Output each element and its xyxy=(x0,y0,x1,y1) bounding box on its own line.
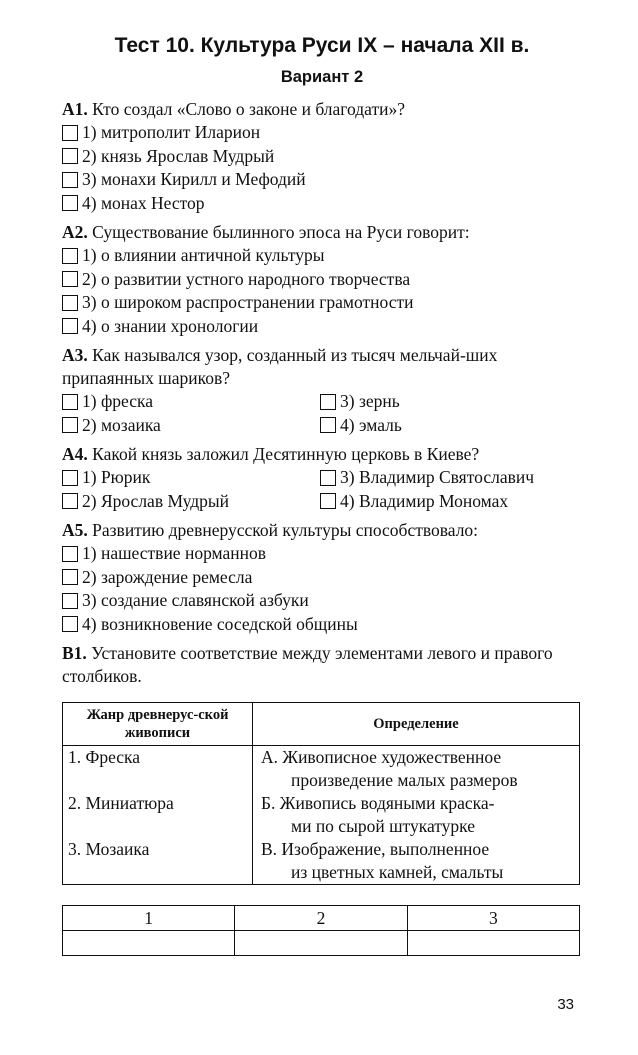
definition-line: В. Изображение, выполненное xyxy=(261,839,490,859)
definition-line: А. Живописное художественное xyxy=(261,747,502,767)
option-a4-3[interactable] xyxy=(320,466,582,490)
option-a3-4[interactable] xyxy=(320,414,582,438)
answer-header-3: 3 xyxy=(407,906,579,931)
option-a4-2[interactable] xyxy=(62,490,320,514)
answer-table xyxy=(62,905,580,956)
question-text: Как назывался узор, созданный из тысяч мельчай-ших припаянных шариков? xyxy=(62,345,498,388)
option-label: 3) о широком распространении грамотности xyxy=(82,292,414,312)
genre-cell: 1. Фреска xyxy=(63,746,253,793)
question-text: Установите соответствие между элементами левого и правого столбиков. xyxy=(62,643,553,686)
checkbox[interactable] xyxy=(62,593,78,609)
option-label: 2) мозаика xyxy=(82,414,161,435)
checkbox[interactable] xyxy=(62,148,78,164)
question-number: А2. xyxy=(62,222,88,242)
question-number: В1. xyxy=(62,643,87,663)
right-column-header: Определение xyxy=(253,703,580,746)
definition-line: ми по сырой штукатурке xyxy=(291,816,476,836)
checkbox[interactable] xyxy=(62,271,78,287)
option-a4-1[interactable] xyxy=(62,466,320,490)
genre-cell: 3. Мозаика xyxy=(63,838,253,885)
page-title: Тест 10. Культура Руси IX – начала XII в. xyxy=(114,34,530,57)
answer-cell-3[interactable] xyxy=(407,931,579,956)
option-a1-1[interactable] xyxy=(62,121,582,145)
checkbox[interactable] xyxy=(62,493,78,509)
left-column-header: Жанр древнерус-ской живописи xyxy=(63,703,253,746)
table-row xyxy=(63,792,580,838)
variant-label: Вариант 2 xyxy=(280,68,364,86)
question-number: А4. xyxy=(62,444,88,464)
option-label: 1) митрополит Иларион xyxy=(82,122,261,142)
question-a1 xyxy=(62,98,582,121)
option-a3-3[interactable] xyxy=(320,390,582,414)
options-grid-a3 xyxy=(62,390,582,437)
checkbox[interactable] xyxy=(62,318,78,334)
option-label: 1) фреска xyxy=(82,391,154,411)
checkbox[interactable] xyxy=(320,394,336,410)
checkbox[interactable] xyxy=(62,546,78,562)
option-a2-3[interactable] xyxy=(62,291,582,315)
question-number: А1. xyxy=(62,99,88,119)
option-label: 2) о развитии устного народного творчества xyxy=(82,268,411,289)
checkbox[interactable] xyxy=(62,417,78,433)
checkbox[interactable] xyxy=(62,125,78,141)
options-grid-a4 xyxy=(62,466,582,513)
checkbox[interactable] xyxy=(62,295,78,311)
question-a5 xyxy=(62,519,582,542)
matching-table-header xyxy=(63,703,580,746)
checkbox[interactable] xyxy=(320,417,336,433)
option-a2-2[interactable] xyxy=(62,268,582,292)
question-a3 xyxy=(62,344,582,390)
definition-line: произведение малых размеров xyxy=(291,770,518,790)
question-b1 xyxy=(62,642,582,688)
option-a5-4[interactable] xyxy=(62,613,582,637)
matching-table xyxy=(62,702,580,885)
option-a2-1[interactable] xyxy=(62,244,582,268)
checkbox[interactable] xyxy=(320,493,336,509)
option-label: 4) возникновение соседской общины xyxy=(82,613,358,634)
page-number: 33 xyxy=(557,996,574,1013)
question-number: А3. xyxy=(62,345,88,365)
answer-cell-2[interactable] xyxy=(235,931,407,956)
option-label: 4) монах Нестор xyxy=(82,192,205,213)
checkbox[interactable] xyxy=(62,172,78,188)
definition-cell xyxy=(253,838,580,885)
checkbox[interactable] xyxy=(62,616,78,632)
answer-table-header xyxy=(63,906,580,931)
genre-cell: 2. Миниатюра xyxy=(63,792,253,838)
checkbox[interactable] xyxy=(62,394,78,410)
checkbox[interactable] xyxy=(320,470,336,486)
option-a1-4[interactable] xyxy=(62,192,582,216)
checkbox[interactable] xyxy=(62,195,78,211)
definition-cell xyxy=(253,792,580,838)
question-a2 xyxy=(62,221,582,244)
option-a5-1[interactable] xyxy=(62,542,582,566)
answer-header-1: 1 xyxy=(63,906,235,931)
option-a5-2[interactable] xyxy=(62,566,582,590)
option-label: 4) о знании хронологии xyxy=(82,315,259,336)
option-label: 2) Ярослав Мудрый xyxy=(82,490,230,511)
definition-line: Б. Живопись водяными краска- xyxy=(261,793,495,813)
option-a3-2[interactable] xyxy=(62,414,320,438)
answer-header-2: 2 xyxy=(235,906,407,931)
option-label: 3) монахи Кирилл и Мефодий xyxy=(82,169,306,189)
option-a4-4[interactable] xyxy=(320,490,582,514)
option-label: 4) эмаль xyxy=(340,414,402,435)
option-label: 3) зернь xyxy=(340,391,400,411)
table-row xyxy=(63,746,580,793)
option-label: 2) князь Ярослав Мудрый xyxy=(82,145,275,166)
question-text: Какой князь заложил Десятинную церковь в Киеве? xyxy=(87,444,480,464)
checkbox[interactable] xyxy=(62,248,78,264)
definition-line: из цветных камней, смальты xyxy=(291,862,504,882)
option-label: 2) зарождение ремесла xyxy=(82,566,253,587)
option-label: 1) о влиянии античной культуры xyxy=(82,245,325,265)
option-a1-2[interactable] xyxy=(62,145,582,169)
option-label: 3) Владимир Святославич xyxy=(340,467,535,487)
answer-row xyxy=(63,931,580,956)
option-a5-3[interactable] xyxy=(62,589,582,613)
checkbox[interactable] xyxy=(62,569,78,585)
question-number: А5. xyxy=(62,520,88,540)
option-a2-4[interactable] xyxy=(62,315,582,339)
definition-cell xyxy=(253,746,580,793)
option-label: 1) Рюрик xyxy=(82,467,151,487)
option-a1-3[interactable] xyxy=(62,168,582,192)
option-a3-1[interactable] xyxy=(62,390,320,414)
checkbox[interactable] xyxy=(62,470,78,486)
table-row xyxy=(63,838,580,885)
question-text: Кто создал «Слово о законе и благодати»? xyxy=(87,99,406,119)
option-label: 3) создание славянской азбуки xyxy=(82,590,309,610)
question-text: Существование былинного эпоса на Руси говорит: xyxy=(87,222,470,242)
question-text: Развитию древнерусской культуры способствовало: xyxy=(87,520,479,540)
option-label: 4) Владимир Мономах xyxy=(340,490,509,511)
question-a4 xyxy=(62,443,582,466)
option-label: 1) нашествие норманнов xyxy=(82,543,267,563)
answer-cell-1[interactable] xyxy=(63,931,235,956)
test-page xyxy=(62,30,582,956)
